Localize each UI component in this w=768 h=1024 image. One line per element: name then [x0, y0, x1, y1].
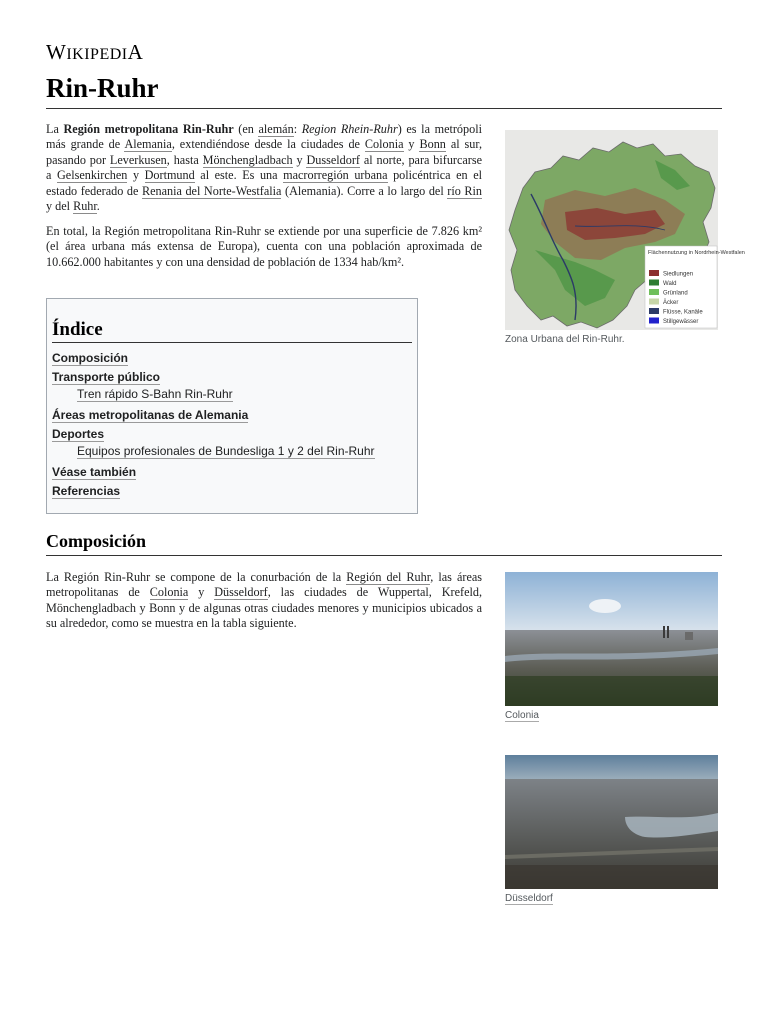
toc-item-deportes[interactable]: Deportes	[52, 427, 105, 441]
link-macrorregion[interactable]: macrorregión urbana	[283, 168, 388, 183]
composicion-paragraph: La Región Rin-Ruhr se compone de la conurbación de la Región del Ruhr, las áreas metropolitanas de Colonia y Düsseldorf, las ciudades de Wuppertal, Krefeld, Mönchengladbach y Bonn y de algunas otras ciudades menores y municipios ubicados a su alrededor, como se muestra en la tabla siguiente.	[46, 570, 483, 631]
section-heading-composicion: Composición	[46, 531, 722, 556]
link-monchengladbach[interactable]: Mönchengladbach	[202, 152, 293, 167]
legend-swatch-grunland	[649, 289, 659, 295]
link-region-del-ruhr[interactable]: Región del Ruhr	[346, 570, 431, 584]
legend-swatch-stillgewasser	[649, 318, 659, 324]
toc-item-transporte-publico[interactable]: Transporte público	[52, 370, 161, 384]
intro-paragraph-2: En total, la Región metropolitana Rin-Ruhr se extiende por una superficie de 7.826 km² (el área urbana más extensa de Europa), cuenta con una población aproximada de 10.662.000 habitantes y con una densidad de población de 1334 hab/km².	[46, 224, 482, 269]
link-renania[interactable]: Renania del Norte-Westfalia	[141, 183, 282, 198]
link-ruhr[interactable]: Ruhr	[73, 199, 97, 214]
colonia-caption[interactable]: Colonia	[505, 710, 539, 721]
legend-swatch-siedlungen	[649, 270, 659, 276]
legend-siedlungen: Siedlungen	[663, 271, 694, 278]
wikipedia-wordmark[interactable]: WIKIPEDIA	[46, 40, 144, 64]
land-use-map[interactable]	[505, 130, 745, 330]
colonia-photo[interactable]	[505, 572, 718, 706]
link-dusseldorf[interactable]: Dusseldorf	[306, 152, 360, 167]
toc-title: Índice	[52, 319, 412, 343]
toc-item-equipos[interactable]: Equipos profesionales de Bundesliga 1 y 2 del Rin-Ruhr	[77, 444, 375, 458]
page-title: Rin-Ruhr	[46, 72, 722, 109]
map-legend-title: Flächennutzung in Nordrhein-Westfalen	[648, 250, 745, 256]
photo-figure-colonia	[505, 572, 718, 721]
toc-item-referencias[interactable]: Referencias	[52, 484, 121, 498]
legend-flusse: Flüsse, Kanäle	[663, 309, 703, 316]
link-bonn[interactable]: Bonn	[419, 137, 446, 152]
link-dortmund[interactable]: Dortmund	[144, 168, 195, 183]
map-figure	[505, 130, 745, 345]
legend-grunland: Grünland	[663, 290, 688, 297]
legend-swatch-acker	[649, 299, 659, 305]
toc-item-composicion[interactable]: Composición	[52, 351, 129, 365]
dusseldorf-photo[interactable]	[505, 755, 718, 889]
map-caption: Zona Urbana del Rin-Ruhr.	[505, 334, 625, 345]
legend-wald: Wald	[663, 281, 677, 287]
link-colonia-2[interactable]: Colonia	[149, 585, 189, 600]
link-aleman[interactable]: alemán	[258, 122, 294, 136]
legend-acker: Äcker	[663, 300, 679, 306]
link-colonia[interactable]: Colonia	[364, 137, 404, 152]
photo-figure-dusseldorf	[505, 755, 718, 904]
link-alemania[interactable]: Alemania	[124, 137, 172, 152]
link-leverkusen[interactable]: Leverkusen	[109, 152, 167, 167]
legend-swatch-wald	[649, 280, 659, 286]
link-gelsenkirchen[interactable]: Gelsenkirchen	[56, 168, 128, 183]
intro-paragraph-1: La Región metropolitana Rin-Ruhr (en alemán: Region Rhein-Ruhr) es la metrópoli más grande de Alemania, extendiéndose desde la ciudades de Colonia y Bonn al sur, pasando por Leverkusen, hasta Mönchengladbach y Dusseldorf al norte, para bifurcarse a Gelsenkirchen y Dortmund al este. Es una macrorregión urbana policéntrica en el estado federado de Renania del Norte-Westfalia (Alemania). Corre a lo largo del río Rin y del Ruhr.	[46, 122, 483, 214]
link-rio-rin[interactable]: río Rin	[447, 183, 483, 198]
dusseldorf-caption[interactable]: Düsseldorf	[505, 893, 553, 904]
toc-item-s-bahn[interactable]: Tren rápido S-Bahn Rin-Ruhr	[77, 387, 233, 401]
link-dusseldorf-2[interactable]: Düsseldorf	[214, 585, 268, 600]
legend-swatch-flusse	[649, 308, 659, 314]
table-of-contents	[46, 298, 418, 514]
toc-item-areas-metropolitanas[interactable]: Áreas metropolitanas de Alemania	[52, 408, 249, 422]
toc-item-vease-tambien[interactable]: Véase también	[52, 465, 137, 479]
legend-stillgewasser: Stillgewässer	[663, 319, 699, 325]
